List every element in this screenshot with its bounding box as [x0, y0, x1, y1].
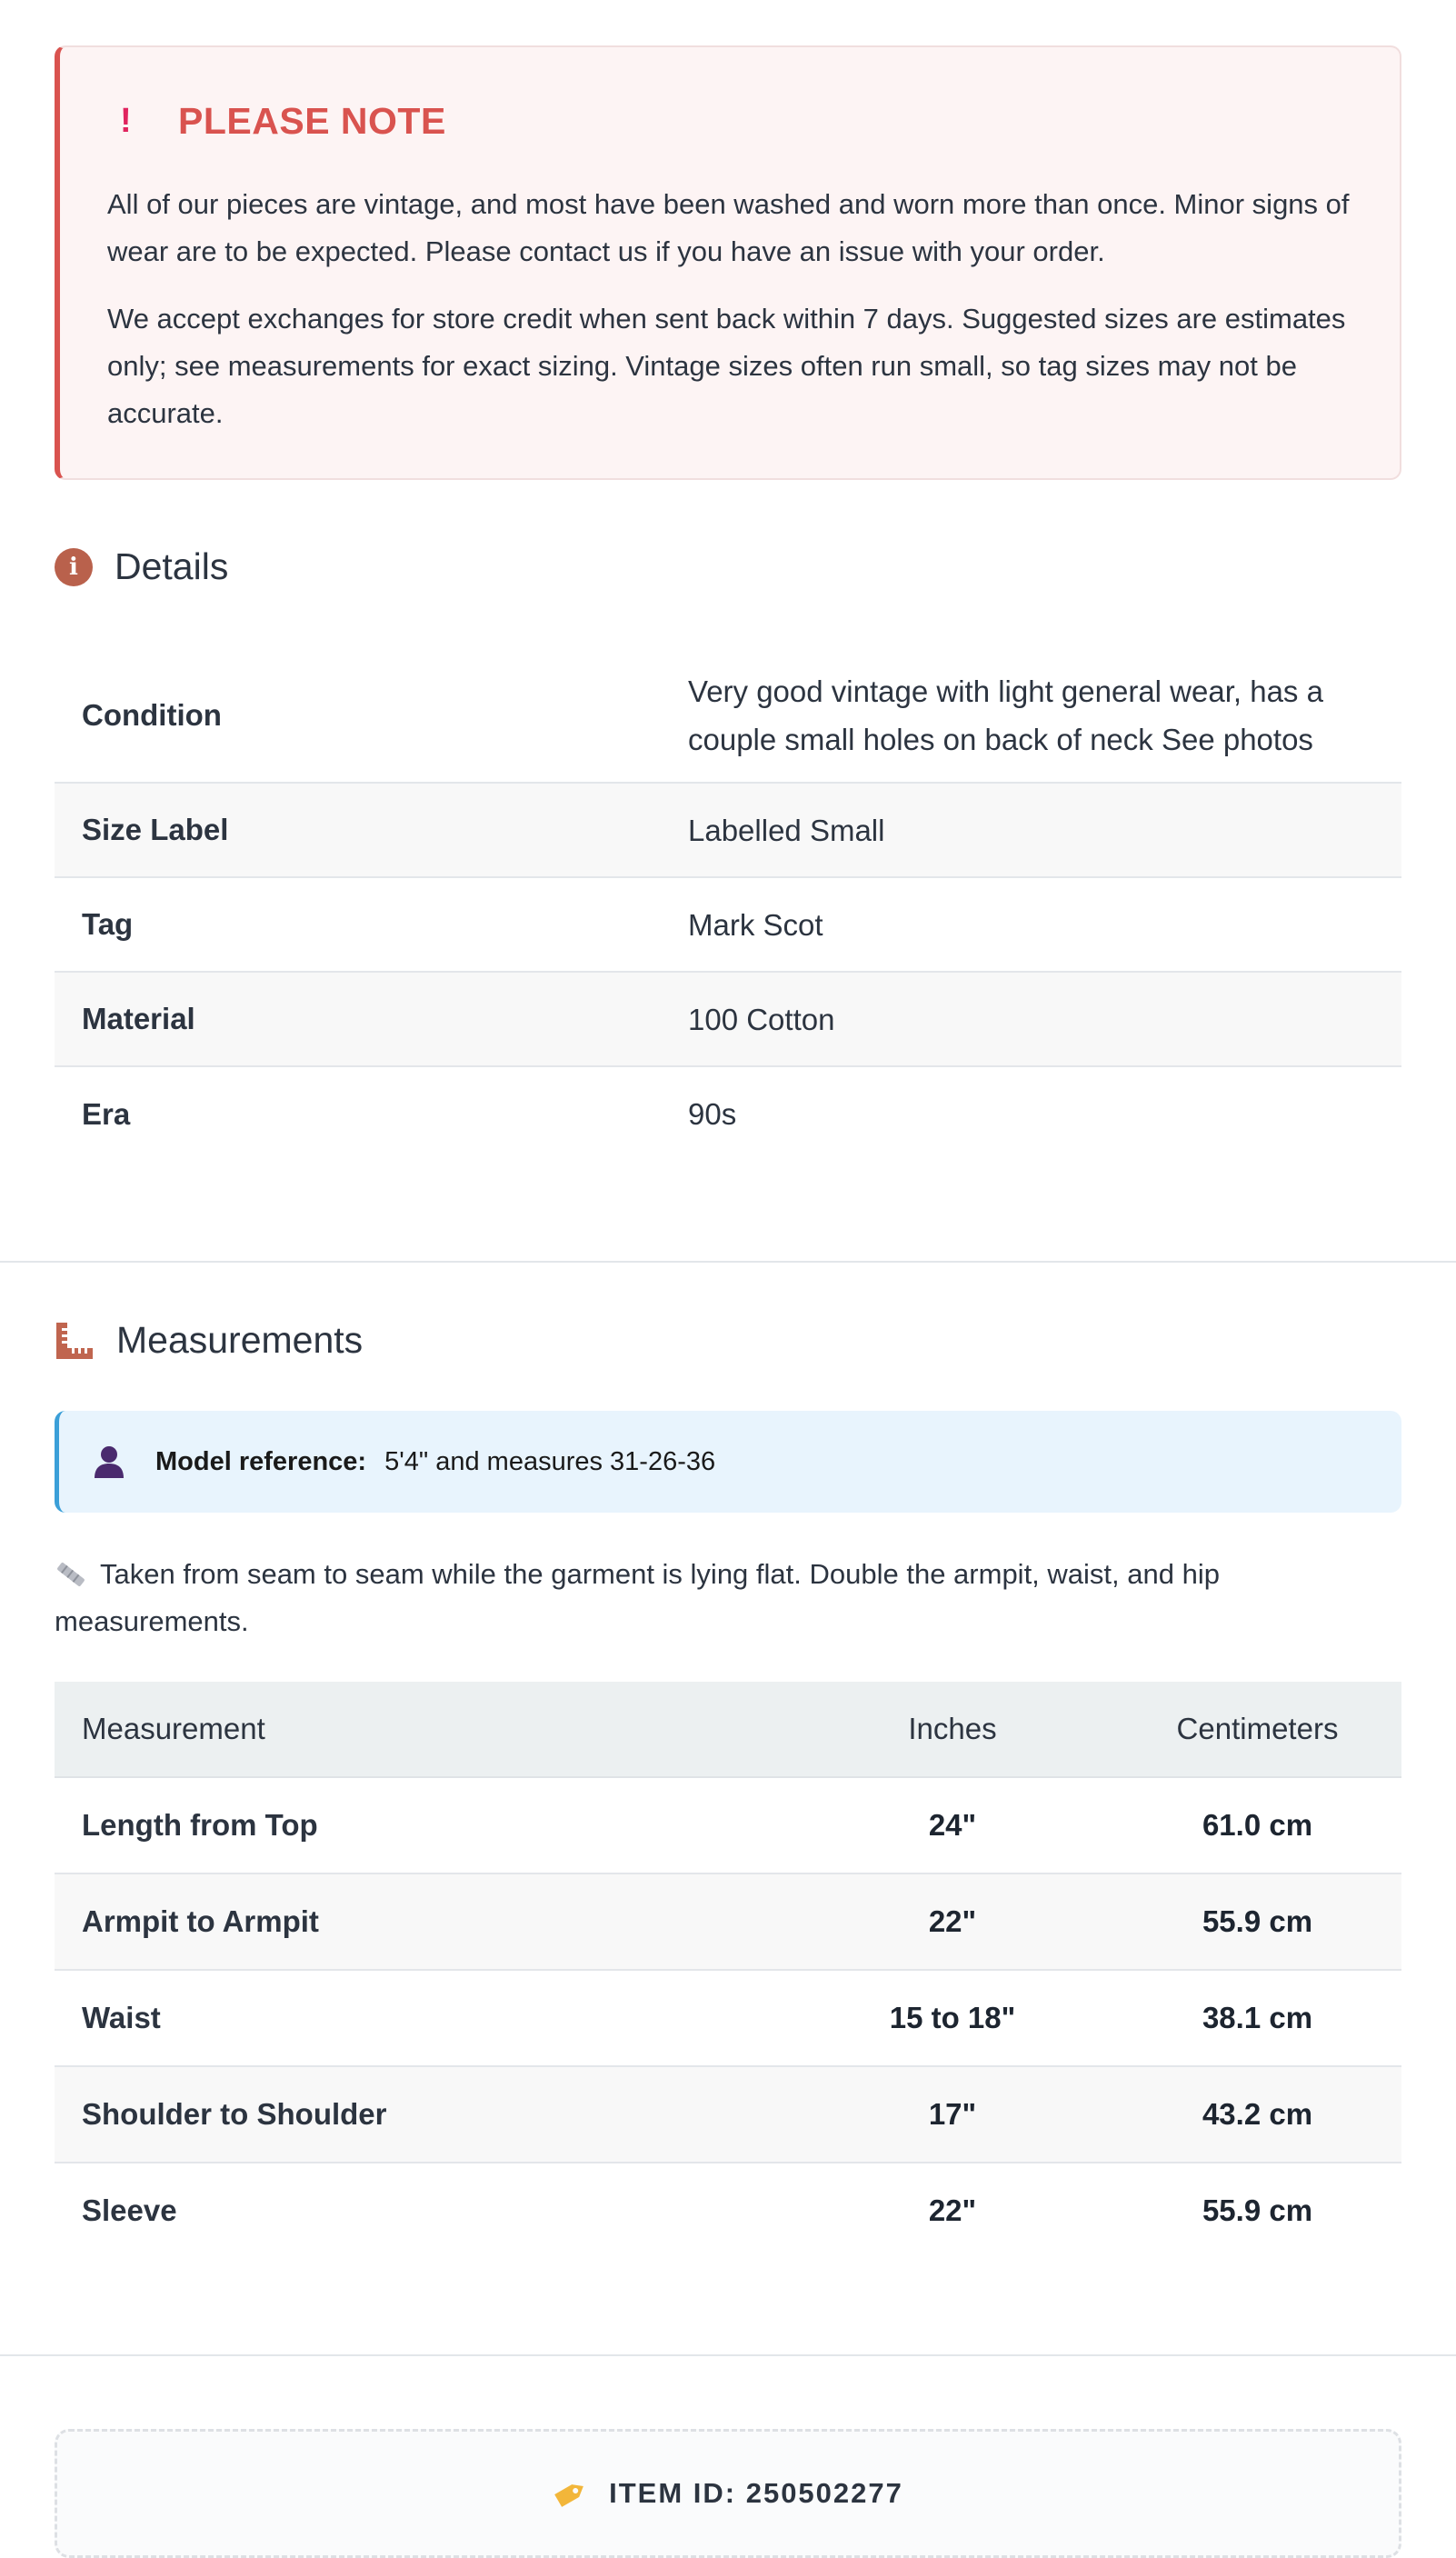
- measurement-inches: 22": [928, 2193, 977, 2227]
- details-key: Material: [55, 972, 661, 1066]
- measurement-name: Waist: [55, 1970, 792, 2066]
- pencil-icon: [55, 1560, 87, 1589]
- column-header-centimeters: Centimeters: [1113, 1682, 1401, 1777]
- column-header-inches: Inches: [792, 1682, 1113, 1777]
- item-id-label: ITEM ID: 250502277: [609, 2477, 903, 2509]
- details-title: Details: [115, 545, 229, 587]
- details-table: [55, 648, 1401, 1161]
- notice-header: [107, 100, 1352, 143]
- measurement-inches: 17": [792, 2066, 1113, 2163]
- measurement-inches: 24": [792, 1777, 1113, 1874]
- exclamation-icon: !: [120, 102, 132, 140]
- details-row-tag: [55, 877, 1401, 972]
- table-row: [55, 1874, 1401, 1970]
- details-value: 90s: [688, 1097, 737, 1131]
- measurement-cm: 55.9 cm: [1202, 2193, 1313, 2227]
- measurements-title: Measurements: [116, 1319, 364, 1361]
- model-reference-box: [55, 1411, 1401, 1513]
- measurement-note: [55, 1551, 1401, 1645]
- measurement-name: Shoulder to Shoulder: [55, 2066, 792, 2163]
- measurement-name: Sleeve: [82, 2193, 177, 2227]
- measurements-table: [55, 1682, 1401, 2258]
- measurement-cm: 43.2 cm: [1113, 2066, 1401, 2163]
- measurement-name: Length from Top: [55, 1777, 792, 1874]
- measurement-inches: 22": [792, 1874, 1113, 1970]
- details-value: 100 Cotton: [661, 972, 1401, 1066]
- details-key: Era: [82, 1096, 131, 1131]
- details-value: Very good vintage with light general wear, has a couple small holes on back of neck See photos: [661, 648, 1401, 783]
- section-divider: [0, 1261, 1456, 1263]
- details-key: Condition: [55, 648, 661, 783]
- details-heading: [55, 545, 1401, 588]
- measurement-inches: 15 to 18": [792, 1970, 1113, 2066]
- details-row-material: [55, 972, 1401, 1066]
- section-divider: [0, 2354, 1456, 2356]
- tag-icon: [553, 2478, 589, 2509]
- details-key: Tag: [55, 877, 661, 972]
- table-row: [55, 2066, 1401, 2163]
- details-key: Size Label: [55, 783, 661, 877]
- table-row: [55, 2163, 1401, 2258]
- measurements-header-row: [55, 1682, 1401, 1777]
- details-row-size-label: [55, 783, 1401, 877]
- ruler-icon: [55, 1321, 95, 1361]
- measurement-cm: 55.9 cm: [1113, 1874, 1401, 1970]
- measurement-cm: 61.0 cm: [1113, 1777, 1401, 1874]
- item-id-box: [55, 2429, 1401, 2558]
- measurement-note-text: Taken from seam to seam while the garment is lying flat. Double the armpit, waist, and hip measurements.: [55, 1558, 1220, 1637]
- notice-paragraph-1: All of our pieces are vintage, and most have been washed and worn more than once. Minor signs of wear are to be expected. Please contact us if you have an issue with your order.: [107, 188, 1350, 267]
- info-icon: i: [55, 548, 93, 586]
- details-row-condition: [55, 648, 1401, 783]
- person-icon: [94, 1445, 125, 1478]
- details-value: Labelled Small: [661, 783, 1401, 877]
- measurement-cm: 38.1 cm: [1113, 1970, 1401, 2066]
- table-row: [55, 1777, 1401, 1874]
- measurement-name: Armpit to Armpit: [55, 1874, 792, 1970]
- details-row-era: [55, 1066, 1401, 1161]
- measurements-heading: [55, 1319, 1401, 1362]
- notice-paragraph-2: We accept exchanges for store credit when sent back within 7 days. Suggested sizes are estimates only; see measurements for exact sizing. Vintage sizes often run small, so tag sizes may not be accurate.: [107, 303, 1346, 429]
- model-reference-value: 5'4" and measures 31-26-36: [384, 1446, 716, 1476]
- notice-box: [55, 45, 1401, 480]
- notice-title: PLEASE NOTE: [178, 100, 446, 142]
- table-row: [55, 1970, 1401, 2066]
- model-reference-label: Model reference:: [155, 1446, 367, 1476]
- details-value: Mark Scot: [661, 877, 1401, 972]
- column-header-measurement: Measurement: [55, 1682, 792, 1777]
